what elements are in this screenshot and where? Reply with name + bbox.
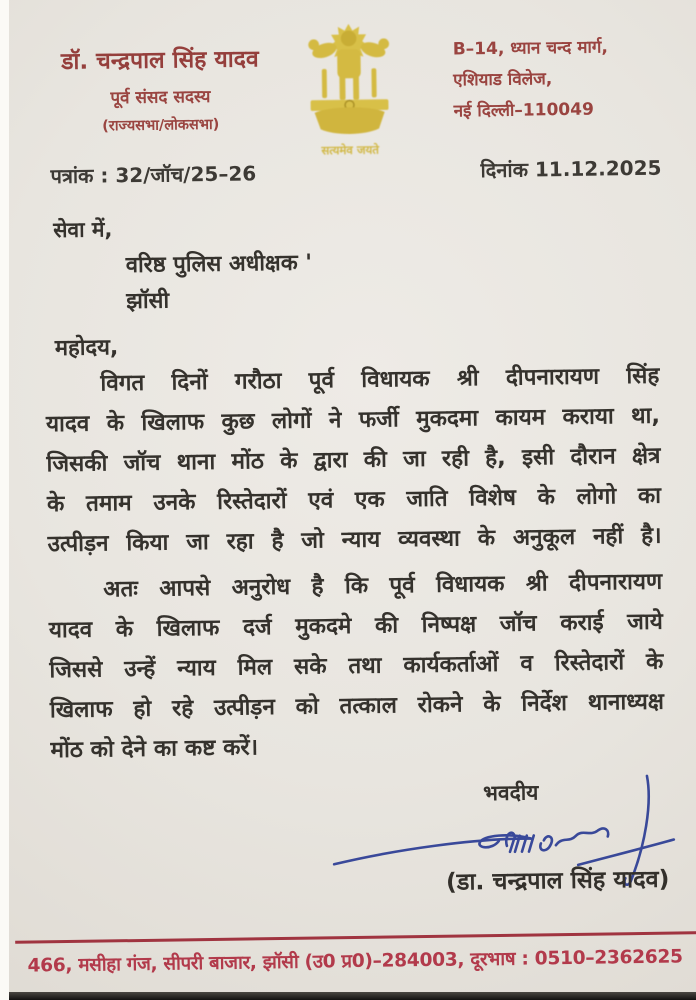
letter-content <box>2 0 696 997</box>
valediction: भवदीय <box>482 780 539 806</box>
letter-date: दिनांक 11.12.2025 <box>480 155 662 183</box>
paragraph-2 <box>48 562 665 771</box>
body-line: यादव के खिलाफ कुछ लोगों ने फर्जी मुकदमा कायम कराया था, <box>45 402 661 438</box>
salutation: महोदय, <box>54 335 119 362</box>
body-line: यादव के खिलाफ दर्ज मुकदमे की निष्पक्ष जॉच कराई जाये <box>48 608 663 644</box>
reference-row <box>50 154 661 190</box>
emblem-motto: सत्यमेव जयते <box>321 142 380 158</box>
address-line: नई दिल्ली–110049 <box>453 99 594 122</box>
recipient-designation: वरिष्ठ पुलिस अधीक्षक ' <box>125 250 313 279</box>
body-line: जिसकी जॉच थाना मोंठ के द्वारा की जा रही है, इसी दौरान क्षेत्र <box>46 442 661 478</box>
letterhead-houses: (राज्यसभा/लोकसभा) <box>102 116 220 135</box>
ashoka-emblem-icon <box>292 17 406 161</box>
letterhead-designation: पूर्व संसद सदस्य <box>110 86 211 109</box>
body-line: खिलाफ हो रहे उत्पीड़न को तत्काल रोकने के निर्देश थानाध्यक्ष <box>49 688 665 724</box>
body-line: जिससे उन्हें न्याय मिल सके तथा कार्यकर्ताओं व रिस्तेदारों के <box>49 648 664 684</box>
body-line: उत्पीड़न किया जा रहा है जो न्याय व्यवस्था के अनुकूल नहीं है। <box>47 522 662 558</box>
body-line: के तमाम उनके रिस्तेदारों एवं एक जाति विशेष के लोगो का <box>46 482 662 518</box>
signatory-name: (डा. चन्द्रपाल सिंह यादव) <box>445 864 670 896</box>
address-line: एशियाड विलेज, <box>453 69 553 91</box>
reference-number: पत्रांक : 32/जॉच/25–26 <box>50 161 257 189</box>
recipient-to-label: सेवा में, <box>53 217 113 243</box>
letterhead-name: डॉ. चन्द्रपाल सिंह यादव <box>60 46 259 76</box>
recipient-city: झॉसी <box>126 288 170 315</box>
address-line: B–14, ध्यान चन्द मार्ग, <box>452 37 608 60</box>
footer-divider <box>15 931 696 943</box>
letterhead-address <box>453 31 684 127</box>
footer-address: 466, मसीहा गंज, सीपरी बाजार, झॉसी (उ0 प्र0)–284003, दूरभाष : 0510–2362625 <box>27 946 683 977</box>
body-line: विगत दिनों गरौठा पूर्व विधायक श्री दीपनारायण सिंह <box>100 362 660 397</box>
body-line: अतः आपसे अनुरोध है कि पूर्व विधायक श्री दीपनारायण <box>103 568 663 603</box>
paragraph-1 <box>45 356 662 565</box>
body-line: मोंठ को देने का कष्ट करें। <box>50 734 259 764</box>
